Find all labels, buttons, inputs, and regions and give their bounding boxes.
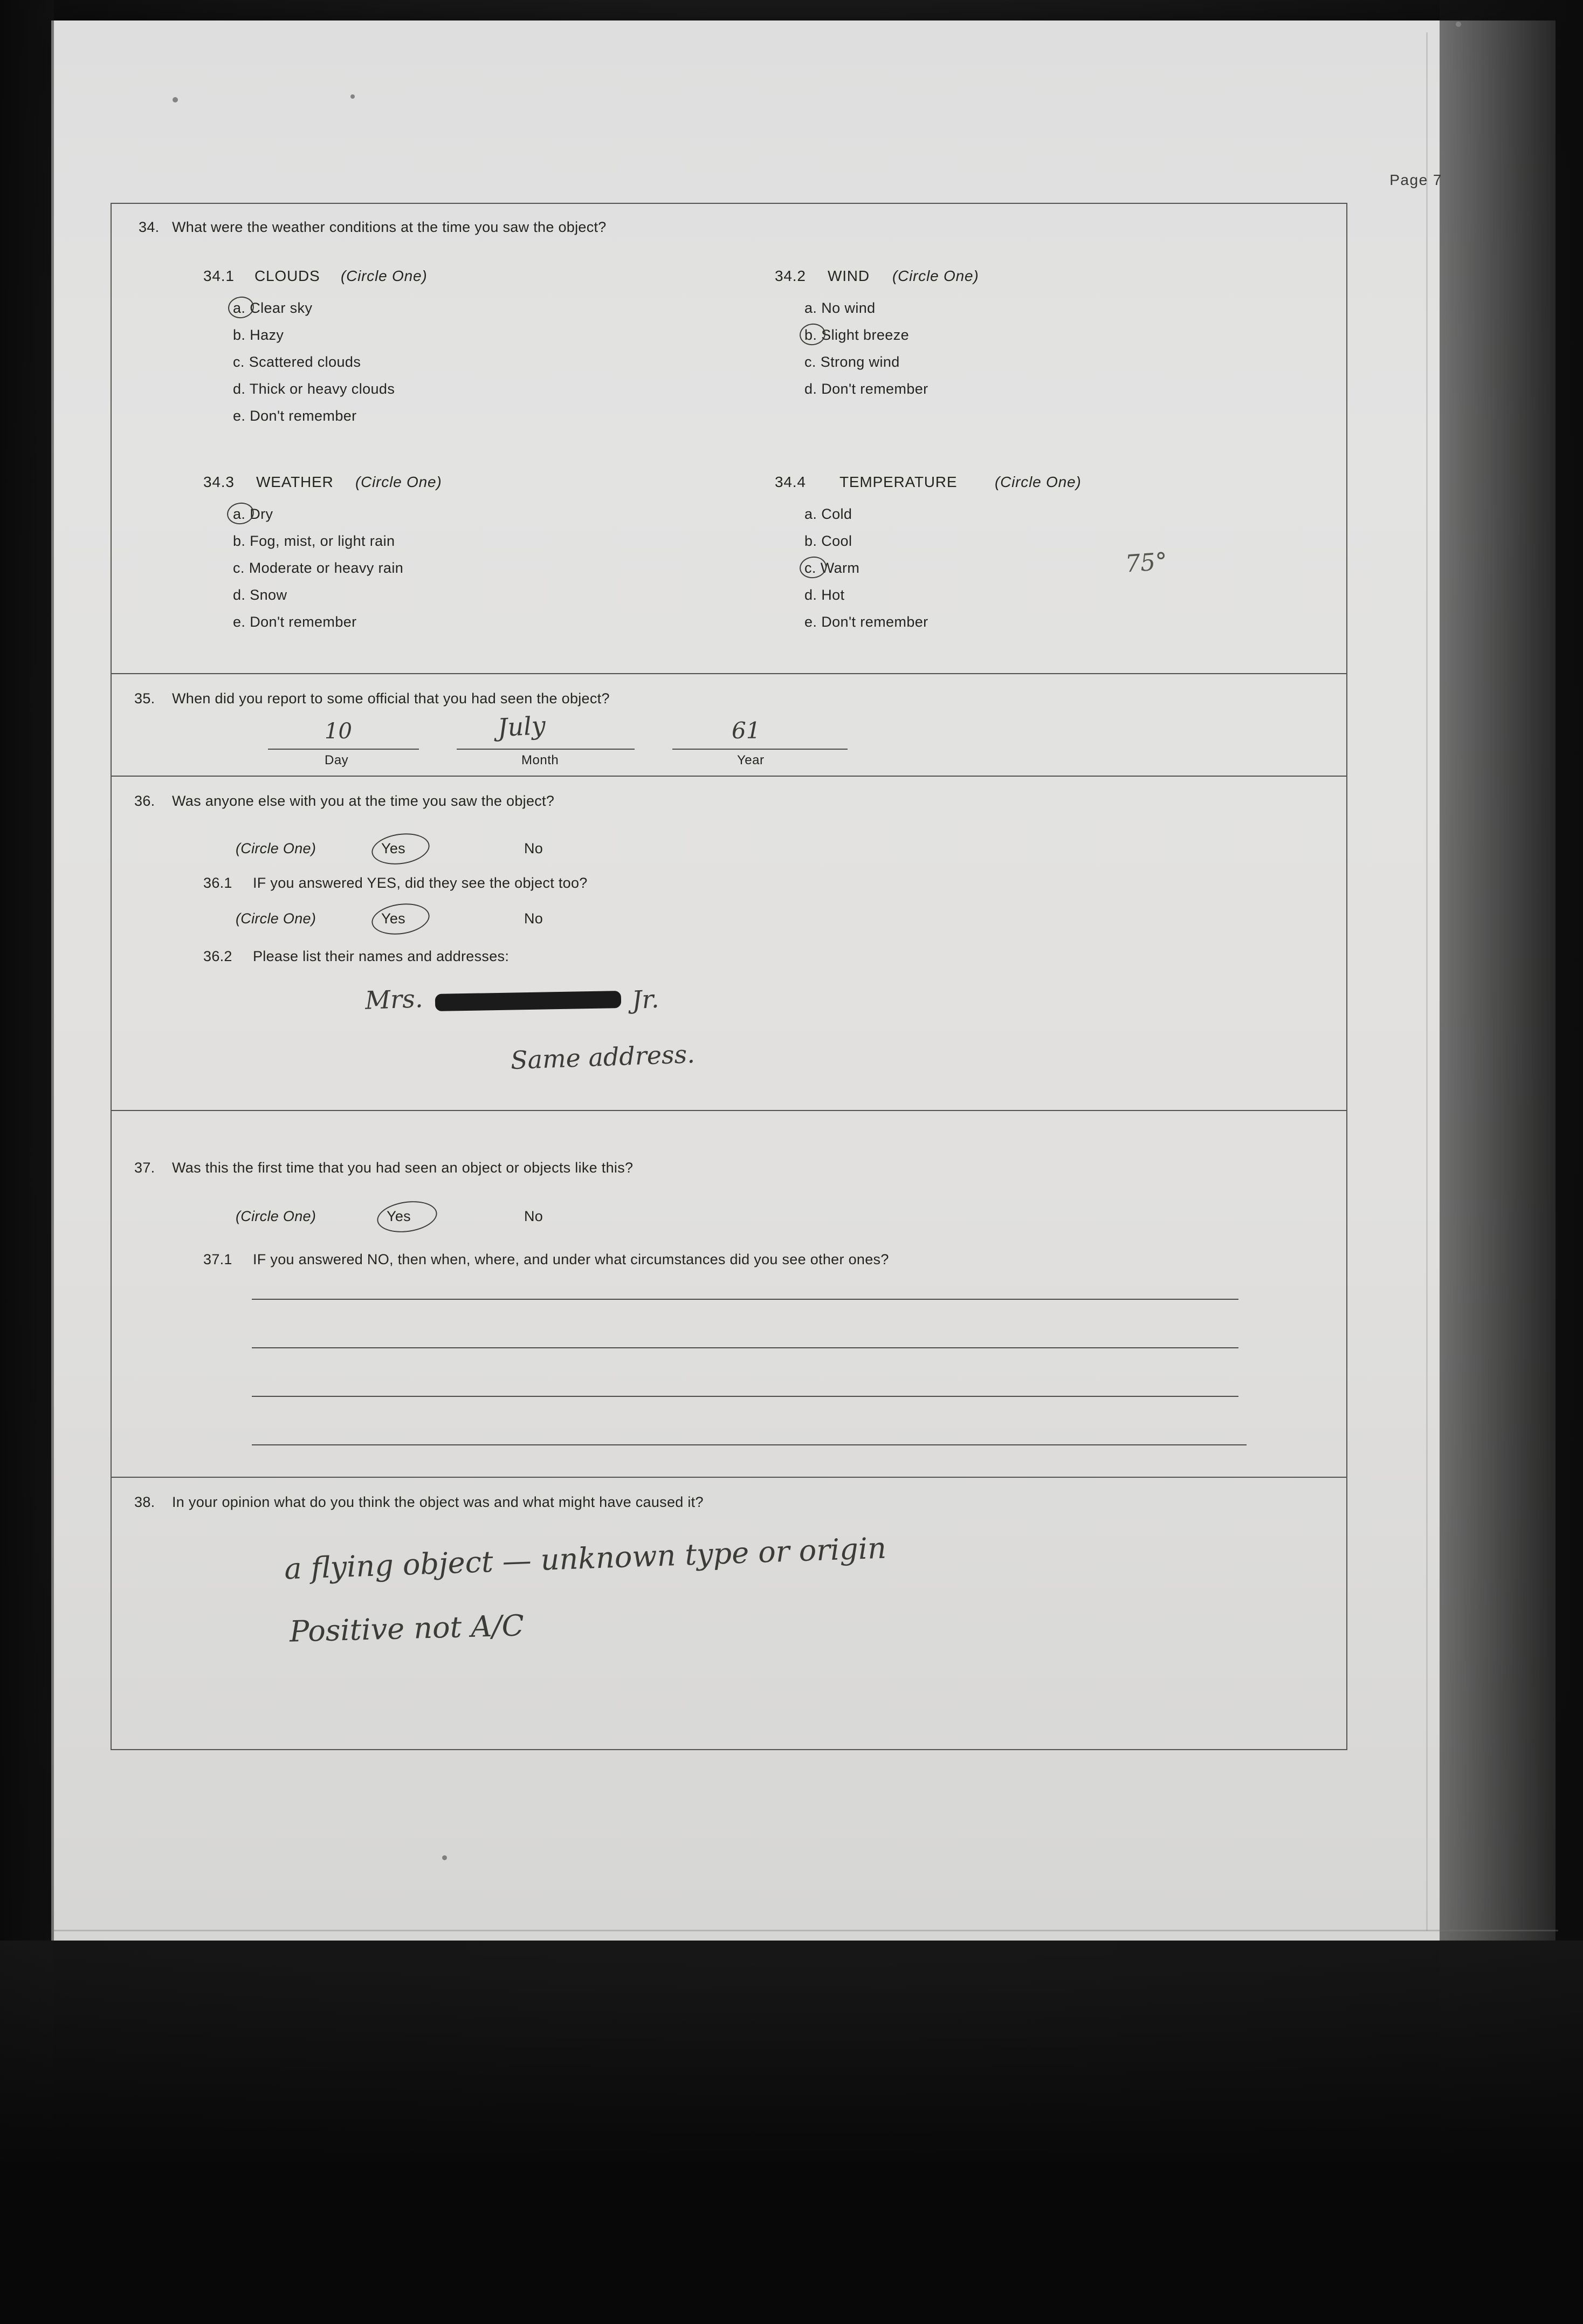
option-34-2-c[interactable]: c. Strong wind <box>804 354 900 370</box>
question-38-number: 38. <box>134 1494 155 1510</box>
option-34-4-b[interactable]: b. Cool <box>804 533 852 549</box>
question-36-no[interactable]: No <box>524 840 543 856</box>
option-34-2-b[interactable]: b. Slight breeze <box>804 327 910 343</box>
option-34-4-c[interactable]: c. Warm <box>804 560 860 576</box>
question-37-number: 37. <box>134 1160 155 1176</box>
circled-answer-36 <box>370 830 432 868</box>
option-34-3-d[interactable]: d. Snow <box>233 587 287 603</box>
temperature-annotation: 75° <box>1124 547 1168 578</box>
answer-line-1[interactable] <box>252 1299 1238 1300</box>
option-34-1-c[interactable]: c. Scattered clouds <box>233 354 361 370</box>
option-34-2-a[interactable]: a. No wind <box>804 300 876 316</box>
photo-bottom-margin <box>0 1941 1583 2324</box>
option-34-3-a[interactable]: a. Dry <box>233 506 273 522</box>
question-37-1-number: 37.1 <box>203 1251 232 1267</box>
question-36-instruction: (Circle One) <box>236 840 316 856</box>
option-34-1-d[interactable]: d. Thick or heavy clouds <box>233 381 395 397</box>
subsection-34-1-number: 34.1 <box>203 268 235 284</box>
opinion-line-2: Positive not A/C <box>289 1608 525 1649</box>
question-36-text: Was anyone else with you at the time you saw the object? <box>172 793 555 809</box>
section-divider <box>112 1477 1346 1478</box>
question-38-text: In your opinion what do you think the object was and what might have caused it? <box>172 1494 704 1510</box>
names-line-1-suffix: Jr. <box>631 984 660 1015</box>
page-number: Page 7 <box>1389 172 1442 188</box>
month-field-line[interactable] <box>457 749 635 750</box>
year-value: 61 <box>732 717 761 744</box>
circled-answer-37 <box>375 1197 439 1236</box>
question-37-1-text: IF you answered NO, then when, where, and under what circumstances did you see other ones? <box>253 1251 889 1267</box>
option-34-3-e[interactable]: e. Don't remember <box>233 614 357 630</box>
names-line-2: Same address. <box>510 1039 696 1075</box>
question-37-no[interactable]: No <box>524 1208 543 1224</box>
subsection-34-3-instruction: (Circle One) <box>355 474 442 490</box>
subsection-34-2-title: WIND <box>828 268 870 284</box>
year-label: Year <box>737 753 765 767</box>
subsection-34-2-number: 34.2 <box>775 268 806 284</box>
day-label: Day <box>325 753 349 767</box>
subsection-34-4-instruction: (Circle One) <box>995 474 1082 490</box>
section-divider <box>112 673 1346 674</box>
option-34-4-e[interactable]: e. Don't remember <box>804 614 928 630</box>
day-value: 10 <box>325 719 352 744</box>
option-34-1-e[interactable]: e. Don't remember <box>233 408 357 424</box>
answer-line-4[interactable] <box>252 1444 1247 1445</box>
year-field-line[interactable] <box>672 749 848 750</box>
question-36-1-instruction: (Circle One) <box>236 910 316 927</box>
subsection-34-4-number: 34.4 <box>775 474 806 490</box>
question-36-2-number: 36.2 <box>203 948 232 964</box>
questionnaire-page <box>51 20 1556 1941</box>
question-37-text: Was this the first time that you had seen an object or objects like this? <box>172 1160 634 1176</box>
answer-line-3[interactable] <box>252 1396 1238 1397</box>
opinion-line-1: a flying object — unknown type or origin <box>284 1531 887 1586</box>
form-border <box>111 203 1347 1750</box>
question-36-1-number: 36.1 <box>203 875 232 891</box>
subsection-34-4-title: TEMPERATURE <box>839 474 958 490</box>
circled-answer-36-1 <box>370 900 432 938</box>
question-37-instruction: (Circle One) <box>236 1208 316 1224</box>
question-35-number: 35. <box>134 690 155 707</box>
question-37-yes[interactable]: Yes <box>387 1208 411 1224</box>
option-34-4-a[interactable]: a. Cold <box>804 506 852 522</box>
option-34-4-d[interactable]: d. Hot <box>804 587 845 603</box>
question-36-2-text: Please list their names and addresses: <box>253 948 510 964</box>
subsection-34-3-title: WEATHER <box>256 474 334 490</box>
section-divider <box>112 776 1346 777</box>
redaction-bar <box>435 991 622 1011</box>
subsection-34-2-instruction: (Circle One) <box>892 268 979 284</box>
answer-line-2[interactable] <box>252 1347 1238 1348</box>
question-36-number: 36. <box>134 793 155 809</box>
question-34-text: What were the weather conditions at the time you saw the object? <box>172 219 607 235</box>
question-36-1-yes[interactable]: Yes <box>381 910 405 927</box>
question-36-1-no[interactable]: No <box>524 910 543 927</box>
month-label: Month <box>521 753 559 767</box>
option-34-2-d[interactable]: d. Don't remember <box>804 381 928 397</box>
question-36-1-text: IF you answered YES, did they see the object too? <box>253 875 588 891</box>
question-34-number: 34. <box>139 219 160 235</box>
question-35-text: When did you report to some official that you had seen the object? <box>172 690 610 707</box>
option-34-3-c[interactable]: c. Moderate or heavy rain <box>233 560 404 576</box>
question-36-yes[interactable]: Yes <box>381 840 405 856</box>
subsection-34-3-number: 34.3 <box>203 474 235 490</box>
option-34-1-a[interactable]: a. Clear sky <box>233 300 313 316</box>
month-value: July <box>497 710 547 743</box>
subsection-34-1-title: CLOUDS <box>254 268 320 284</box>
subsection-34-1-instruction: (Circle One) <box>341 268 428 284</box>
option-34-3-b[interactable]: b. Fog, mist, or light rain <box>233 533 395 549</box>
section-divider <box>112 1110 1346 1111</box>
names-line-1-prefix: Mrs. <box>364 984 424 1015</box>
option-34-1-b[interactable]: b. Hazy <box>233 327 284 343</box>
day-field-line[interactable] <box>268 749 419 750</box>
